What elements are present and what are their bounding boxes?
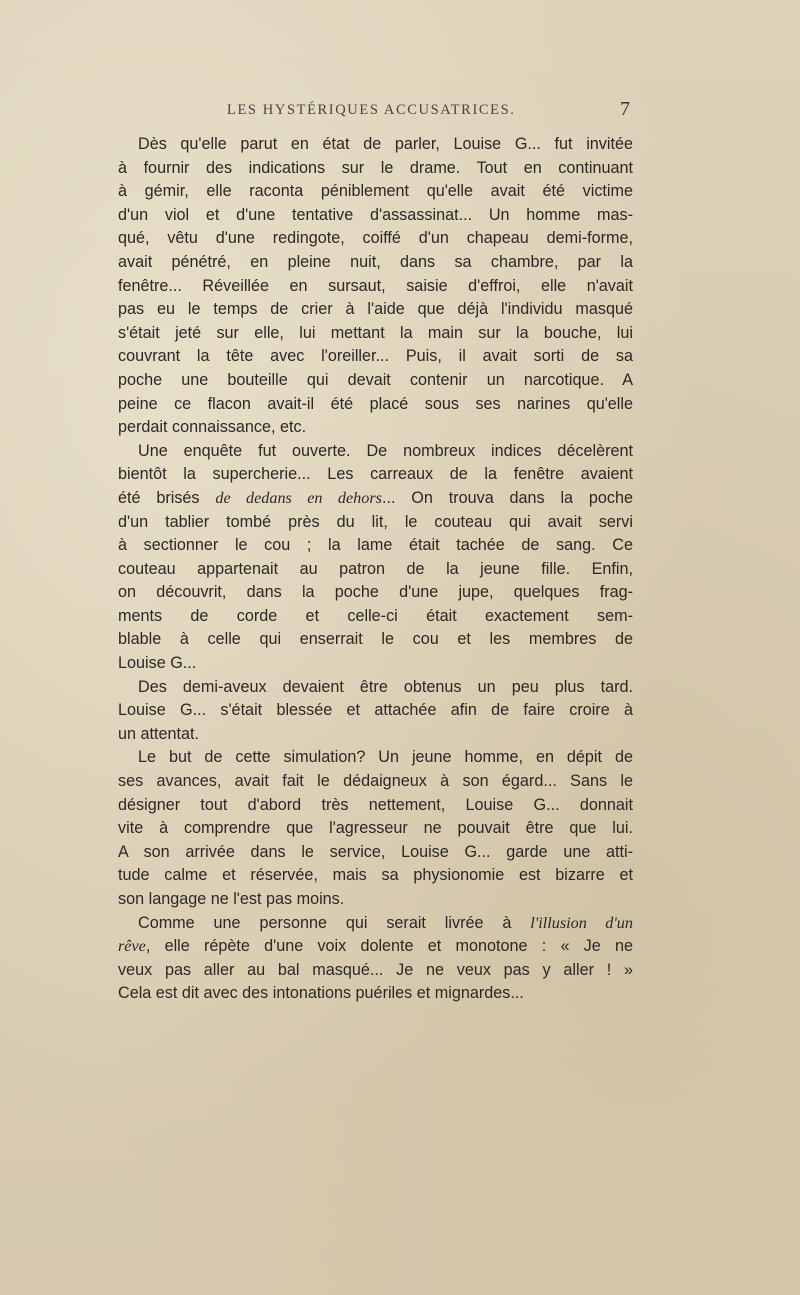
text-line bbox=[118, 628, 633, 652]
text-segment: pas eu le temps de crier à l'aide que déjà l'individu masqué bbox=[118, 300, 633, 319]
text-segment: ses avances, avait fait le dédaigneux à son égard... Sans le bbox=[118, 772, 633, 791]
italic-text: de dedans en dehors bbox=[215, 488, 382, 507]
text-line bbox=[118, 534, 633, 558]
text-segment: Cela est dit avec des intonations puériles et mignardes... bbox=[118, 984, 524, 1003]
text-segment: qué, vêtu d'une redingote, coiffé d'un chapeau demi-forme, bbox=[118, 229, 633, 248]
text-segment: Louise G... s'était blessée et attachée afin de faire croire à bbox=[118, 701, 633, 720]
text-line bbox=[118, 180, 633, 204]
text-line bbox=[118, 652, 633, 676]
paragraph bbox=[118, 912, 633, 1006]
text-line bbox=[118, 558, 633, 582]
paragraph bbox=[118, 440, 633, 676]
text-segment: à gémir, elle raconta péniblement qu'elle avait été victime bbox=[118, 182, 633, 201]
text-segment: peine ce flacon avait-il été placé sous ses narines qu'elle bbox=[118, 394, 633, 413]
text-segment: Des demi-aveux devaient être obtenus un peu plus tard. bbox=[138, 677, 633, 696]
text-line bbox=[118, 463, 633, 487]
running-title: LES HYSTÉRIQUES ACCUSATRICES. bbox=[227, 102, 516, 118]
text-line bbox=[118, 723, 633, 747]
text-line bbox=[118, 888, 633, 912]
text-line bbox=[118, 841, 633, 865]
page-header bbox=[200, 98, 630, 126]
text-line bbox=[118, 935, 633, 959]
text-line bbox=[118, 511, 633, 535]
text-line bbox=[118, 676, 633, 700]
text-segment: poche une bouteille qui devait contenir un narcotique. A bbox=[118, 370, 633, 389]
text-segment: Dès qu'elle parut en état de parler, Louise G... fut invitée bbox=[138, 135, 633, 153]
text-segment: bientôt la supercherie... Les carreaux de la fenêtre avaient bbox=[118, 465, 633, 484]
text-segment: ... On trouva dans la poche bbox=[381, 488, 633, 507]
text-line bbox=[118, 322, 633, 346]
text-line bbox=[118, 770, 633, 794]
text-segment: à sectionner le cou ; la lame était tachée de sang. Ce bbox=[118, 536, 633, 555]
text-line bbox=[118, 393, 633, 417]
text-line bbox=[118, 794, 633, 818]
text-segment: , elle répète d'une voix dolente et monotone : « Je ne bbox=[145, 937, 633, 956]
text-line bbox=[118, 133, 633, 157]
text-segment: couvrant la tête avec l'oreiller... Puis, il avait sorti de sa bbox=[118, 347, 633, 366]
text-segment: Comme une personne qui serait livrée à bbox=[138, 913, 531, 932]
paragraph bbox=[118, 133, 633, 440]
text-segment: désigner tout d'abord très nettement, Louise G... donnait bbox=[118, 795, 633, 814]
text-line bbox=[118, 227, 633, 251]
text-segment: son langage ne l'est pas moins. bbox=[118, 890, 345, 908]
text-segment: Le but de cette simulation? Un jeune homme, en dépit de bbox=[138, 748, 633, 767]
text-segment: veux pas aller au bal masqué... Je ne veux pas y aller ! » bbox=[118, 960, 633, 979]
text-segment: d'un viol et d'une tentative d'assassinat... Un homme mas- bbox=[118, 205, 633, 224]
text-line bbox=[118, 982, 633, 1006]
text-segment: à fournir des indications sur le drame. Tout en continuant bbox=[118, 158, 633, 177]
paragraph bbox=[118, 746, 633, 911]
page-number: 7 bbox=[620, 98, 630, 120]
text-line bbox=[118, 581, 633, 605]
body-text bbox=[118, 133, 633, 1006]
text-segment: ments de corde et celle-ci était exactement sem- bbox=[118, 606, 633, 625]
text-line bbox=[118, 251, 633, 275]
text-line bbox=[118, 487, 633, 511]
text-line bbox=[118, 817, 633, 841]
text-line bbox=[118, 369, 633, 393]
text-line bbox=[118, 912, 633, 936]
text-line bbox=[118, 959, 633, 983]
text-segment: tude calme et réservée, mais sa physionomie est bizarre et bbox=[118, 866, 633, 885]
text-line bbox=[118, 157, 633, 181]
text-segment: fenêtre... Réveillée en sursaut, saisie d'effroi, elle n'avait bbox=[118, 276, 633, 295]
text-segment: Une enquête fut ouverte. De nombreux indices décelèrent bbox=[138, 441, 633, 460]
text-segment: s'était jeté sur elle, lui mettant la main sur la bouche, lui bbox=[118, 323, 633, 342]
text-line bbox=[118, 605, 633, 629]
text-line bbox=[118, 416, 633, 440]
text-line bbox=[118, 699, 633, 723]
italic-text: rêve bbox=[118, 937, 146, 956]
text-line bbox=[118, 275, 633, 299]
text-segment: perdait connaissance, etc. bbox=[118, 418, 307, 437]
text-segment: A son arrivée dans le service, Louise G... garde une atti- bbox=[118, 842, 633, 861]
text-segment: un attentat. bbox=[118, 724, 200, 743]
text-segment: vite à comprendre que l'agresseur ne pouvait être que lui. bbox=[118, 819, 633, 838]
text-segment: d'un tablier tombé près du lit, le couteau qui avait servi bbox=[118, 512, 633, 531]
text-line bbox=[118, 204, 633, 228]
text-segment: blable à celle qui enserrait le cou et les membres de bbox=[118, 630, 633, 649]
text-segment: Louise G... bbox=[118, 654, 197, 673]
text-line bbox=[118, 345, 633, 369]
paragraph bbox=[118, 676, 633, 747]
text-segment: avait pénétré, en pleine nuit, dans sa chambre, par la bbox=[118, 252, 633, 271]
text-line bbox=[118, 864, 633, 888]
italic-text: l'illusion d'un bbox=[530, 913, 633, 932]
text-segment: on découvrit, dans la poche d'une jupe, quelques frag- bbox=[118, 583, 633, 602]
text-line bbox=[118, 298, 633, 322]
text-segment: couteau appartenait au patron de la jeune fille. Enfin, bbox=[118, 559, 633, 578]
text-line bbox=[118, 746, 633, 770]
text-line bbox=[118, 440, 633, 464]
text-segment: été brisés bbox=[118, 488, 216, 507]
